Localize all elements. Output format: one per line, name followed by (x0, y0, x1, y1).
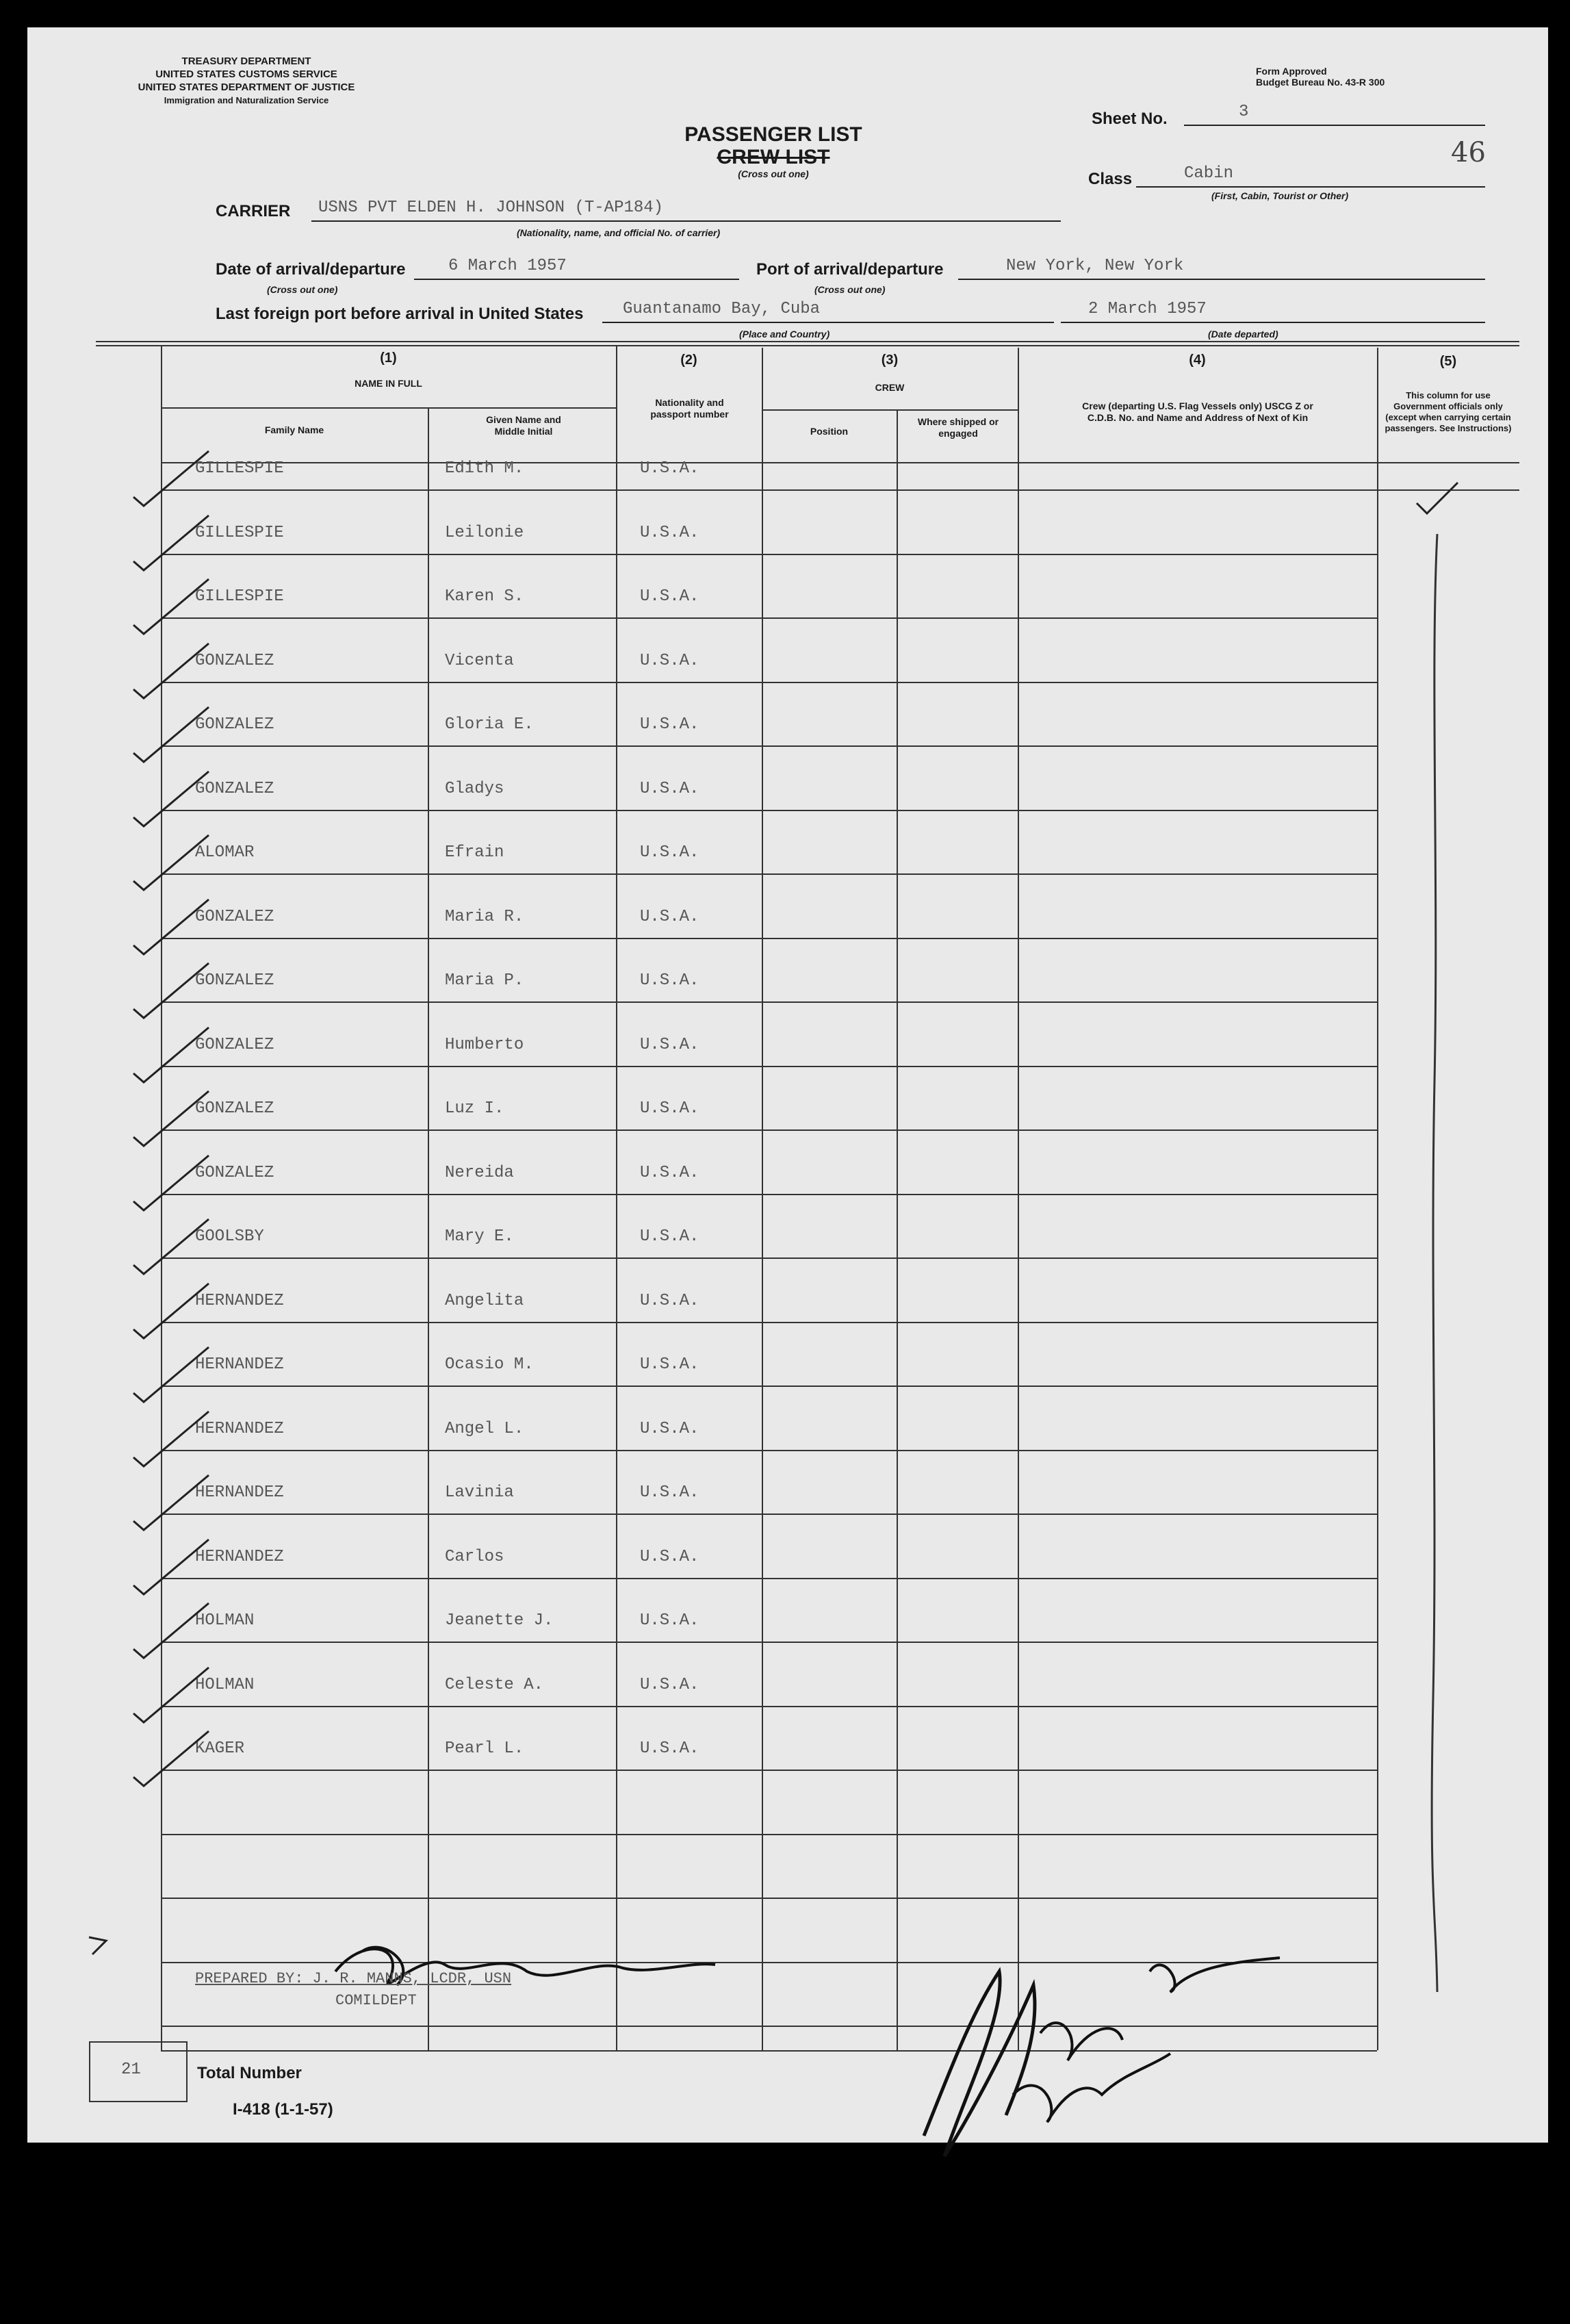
nationality-cell: U.S.A. (640, 1420, 699, 1438)
last-port-label: Last foreign port before arrival in United States (216, 305, 584, 323)
given-name-cell: Angelita (445, 1292, 524, 1310)
dept-line-treasury: TREASURY DEPARTMENT (181, 55, 311, 67)
family-name-cell: GILLESPIE (195, 587, 284, 606)
family-name-cell: GONZALEZ (195, 971, 274, 990)
col-position: Position (810, 426, 849, 437)
col-where-shipped: Where shipped or engaged (917, 416, 999, 439)
dept-line-customs: UNITED STATES CUSTOMS SERVICE (155, 68, 337, 80)
row-check-mark-icon (130, 1214, 219, 1275)
given-name-cell: Karen S. (445, 587, 524, 606)
given-name-cell: Efrain (445, 843, 504, 862)
grid-h-row-line (161, 1578, 1377, 1579)
given-name-cell: Lavinia (445, 1483, 514, 1502)
prepared-by: PREPARED BY: J. R. MANNS, LCDR, USN (195, 1970, 512, 1987)
nationality-cell: U.S.A. (640, 1483, 699, 1502)
grid-v-nat-crew (762, 348, 763, 2050)
form-number: I-418 (1-1-57) (233, 2100, 333, 2119)
nationality-cell: U.S.A. (640, 524, 699, 542)
title-block (684, 123, 862, 179)
nationality-cell: U.S.A. (640, 1099, 699, 1118)
department-header (103, 55, 390, 107)
total-label: Total Number (197, 2064, 302, 2082)
grid-h-row-line (161, 938, 1377, 939)
family-name-cell: HERNANDEZ (195, 1292, 284, 1310)
nationality-cell: U.S.A. (640, 1292, 699, 1310)
family-name-cell: GONZALEZ (195, 1099, 274, 1118)
row-check-mark-icon (130, 1662, 219, 1724)
last-port-field (602, 300, 1054, 323)
given-name-cell: Maria P. (445, 971, 524, 990)
date-caption: (Cross out one) (267, 284, 338, 295)
grid-h-row-line (161, 1001, 1377, 1003)
col5-number: (5) (1439, 354, 1457, 369)
title-passenger-list: PASSENGER LIST (684, 123, 862, 146)
carrier-label: CARRIER (216, 202, 291, 220)
family-name-cell: HERNANDEZ (195, 1483, 284, 1502)
grid-v-name-nat (616, 346, 617, 2050)
ditto-line-icon (1424, 534, 1451, 1999)
class-field (1136, 164, 1485, 188)
form-approved: Form Approved (1256, 66, 1327, 77)
given-name-cell: Mary E. (445, 1227, 514, 1246)
family-name-cell: HOLMAN (195, 1676, 255, 1694)
check-mark-icon (1410, 479, 1465, 520)
col1-title: NAME IN FULL (355, 378, 422, 389)
nationality-cell: U.S.A. (640, 715, 699, 734)
grid-v-position-where (897, 409, 898, 2050)
given-name-cell: Luz I. (445, 1099, 504, 1118)
row-check-mark-icon (130, 1086, 219, 1147)
family-name-cell: HOLMAN (195, 1611, 255, 1630)
nationality-cell: U.S.A. (640, 908, 699, 926)
given-name-cell: Maria R. (445, 908, 524, 926)
last-port-caption: (Place and Country) (739, 329, 830, 340)
row-check-mark-icon (130, 1726, 219, 1787)
row-check-mark-icon (130, 958, 219, 1019)
given-name-cell: Carlos (445, 1548, 504, 1566)
grid-h-row-line (161, 1642, 1377, 1643)
nationality-cell: U.S.A. (640, 1548, 699, 1566)
row-check-mark-icon (130, 510, 219, 572)
family-name-cell: GILLESPIE (195, 524, 284, 542)
page-number-handwritten: 46 (1451, 137, 1486, 168)
col5-title: This column for use Government officials only (except when carrying certain passengers. See Instructions) (1385, 390, 1512, 433)
family-name-cell: GONZALEZ (195, 652, 274, 670)
family-name-cell: HERNANDEZ (195, 1420, 284, 1438)
row-check-mark-icon (130, 766, 219, 828)
col-given-name: Given Name and Middle Initial (486, 414, 561, 437)
family-name-cell: GONZALEZ (195, 780, 274, 798)
grid-h-row-line (161, 745, 1377, 747)
budget-bureau: Budget Bureau No. 43-R 300 (1256, 77, 1385, 88)
row-check-mark-icon (130, 1150, 219, 1212)
grid-v-crew-kin (1018, 348, 1019, 2050)
grid-h-row-line (161, 1834, 1377, 1835)
family-name-cell: GONZALEZ (195, 715, 274, 734)
grid-h-row-line (161, 1257, 1377, 1259)
carrier-field (311, 199, 1061, 222)
row-check-mark-icon (130, 1598, 219, 1659)
col1-number: (1) (380, 350, 397, 366)
family-name-cell: HERNANDEZ (195, 1548, 284, 1566)
family-name-cell: GONZALEZ (195, 1164, 274, 1182)
grid-h-row-line (161, 810, 1377, 811)
sheet-label: Sheet No. (1092, 110, 1168, 128)
carrier-value: USNS PVT ELDEN H. JOHNSON (T-AP184) (318, 199, 664, 217)
grid-h-row-line (161, 1514, 1377, 1515)
table-top-rule-1 (96, 341, 1519, 342)
family-name-cell: KAGER (195, 1739, 245, 1758)
document-page (27, 27, 1548, 2143)
date-departed-value: 2 March 1957 (1088, 300, 1207, 318)
title-cross-out-caption: (Cross out one) (738, 168, 809, 179)
grid-h-row-line (161, 1770, 1377, 1771)
nationality-cell: U.S.A. (640, 971, 699, 990)
nationality-cell: U.S.A. (640, 652, 699, 670)
grid-h-row-line (161, 682, 1377, 683)
family-name-cell: ALOMAR (195, 843, 255, 862)
port-field (958, 257, 1485, 280)
row-check-mark-icon (130, 1278, 219, 1340)
last-port-value: Guantanamo Bay, Cuba (623, 300, 821, 318)
given-name-cell: Celeste A. (445, 1676, 544, 1694)
date-field (414, 257, 739, 280)
col4-title: Crew (departing U.S. Flag Vessels only) USCG Z or C.D.B. No. and Name and Address of Next of Kin (1082, 400, 1313, 423)
nationality-cell: U.S.A. (640, 1036, 699, 1054)
prepared-unit: COMILDEPT (335, 1992, 417, 2009)
family-name-cell: GONZALEZ (195, 1036, 274, 1054)
family-name-cell: GILLESPIE (195, 459, 284, 478)
given-name-cell: Humberto (445, 1036, 524, 1054)
given-name-cell: Gloria E. (445, 715, 534, 734)
nationality-cell: U.S.A. (640, 459, 699, 478)
title-crew-list: CREW LIST (717, 146, 830, 168)
grid-h-crew-sub (762, 409, 1018, 411)
col4-number: (4) (1189, 353, 1206, 368)
class-value: Cabin (1184, 164, 1234, 183)
row-check-mark-icon (130, 1470, 219, 1531)
grid-h-name-sub (161, 407, 616, 409)
grid-h-row-line (161, 554, 1377, 555)
col-family-name: Family Name (264, 424, 324, 435)
nationality-cell: U.S.A. (640, 1227, 699, 1246)
form-approved-block (1256, 66, 1434, 88)
given-name-cell: Vicenta (445, 652, 514, 670)
nationality-cell: U.S.A. (640, 1611, 699, 1630)
nationality-cell: U.S.A. (640, 843, 699, 862)
grid-h-row-line (161, 1129, 1377, 1131)
nationality-cell: U.S.A. (640, 1676, 699, 1694)
grid-h-row-line (161, 1066, 1377, 1067)
nationality-cell: U.S.A. (640, 780, 699, 798)
port-value: New York, New York (1006, 257, 1184, 275)
margin-mark-icon (86, 1930, 113, 1958)
nationality-cell: U.S.A. (640, 587, 699, 606)
grid-v-kin-official (1377, 348, 1378, 2050)
grid-h-row-line (161, 873, 1377, 875)
family-name-cell: HERNANDEZ (195, 1355, 284, 1374)
given-name-cell: Leilonie (445, 524, 524, 542)
date-departed-caption: (Date departed) (1208, 329, 1278, 340)
nationality-cell: U.S.A. (640, 1739, 699, 1758)
col3-number: (3) (881, 353, 899, 368)
grid-h-row-line (161, 1706, 1377, 1707)
row-check-mark-icon (130, 1534, 219, 1596)
nationality-cell: U.S.A. (640, 1355, 699, 1374)
col2-number: (2) (680, 353, 697, 368)
sheet-field (1184, 103, 1485, 126)
row-check-mark-icon (130, 894, 219, 956)
given-name-cell: Pearl L. (445, 1739, 524, 1758)
given-name-cell: Ocasio M. (445, 1355, 534, 1374)
row-check-mark-icon (130, 1406, 219, 1468)
family-name-cell: GOOLSBY (195, 1227, 264, 1246)
given-name-cell: Angel L. (445, 1420, 524, 1438)
grid-h-row-line (161, 1898, 1377, 1899)
row-check-mark-icon (130, 1022, 219, 1084)
date-departed-field (1061, 300, 1485, 323)
row-check-mark-icon (130, 830, 219, 891)
sheet-value: 3 (1239, 103, 1249, 121)
row-check-mark-icon (130, 638, 219, 700)
family-name-cell: GONZALEZ (195, 908, 274, 926)
given-name-cell: Jeanette J. (445, 1611, 554, 1630)
table-top-rule-2 (96, 345, 1519, 346)
class-label: Class (1088, 170, 1133, 188)
dept-line-ins: Immigration and Naturalization Service (164, 95, 329, 105)
port-label: Port of arrival/departure (756, 260, 944, 279)
total-box (89, 2041, 188, 2102)
grid-h-row-line (161, 1194, 1377, 1195)
row-check-mark-icon (130, 574, 219, 635)
date-label: Date of arrival/departure (216, 260, 406, 279)
total-value: 21 (121, 2060, 141, 2079)
col2-title: Nationality and passport number (650, 397, 729, 420)
given-name-cell: Gladys (445, 780, 504, 798)
given-name-cell: Nereida (445, 1164, 514, 1182)
row-check-mark-icon (130, 1342, 219, 1403)
grid-h-row-line (161, 1386, 1377, 1387)
col3-title: CREW (875, 382, 905, 393)
date-value: 6 March 1957 (448, 257, 567, 275)
nationality-cell: U.S.A. (640, 1164, 699, 1182)
carrier-caption: (Nationality, name, and official No. of carrier) (517, 227, 721, 238)
grid-h-row-line (161, 1322, 1377, 1323)
grid-v-family-given (428, 407, 429, 2050)
row-check-mark-icon (130, 446, 219, 507)
row-check-mark-icon (130, 702, 219, 763)
port-caption: (Cross out one) (814, 284, 886, 295)
signature-official (862, 1930, 1300, 2177)
grid-h-row-line (161, 1450, 1377, 1451)
grid-h-row-line (161, 617, 1377, 619)
grid-h-header-bottom (161, 462, 1519, 463)
grid-h-row-line (161, 489, 1519, 491)
dept-line-justice: UNITED STATES DEPARTMENT OF JUSTICE (138, 81, 355, 93)
class-caption: (First, Cabin, Tourist or Other) (1211, 190, 1349, 201)
given-name-cell: Edith M. (445, 459, 524, 478)
